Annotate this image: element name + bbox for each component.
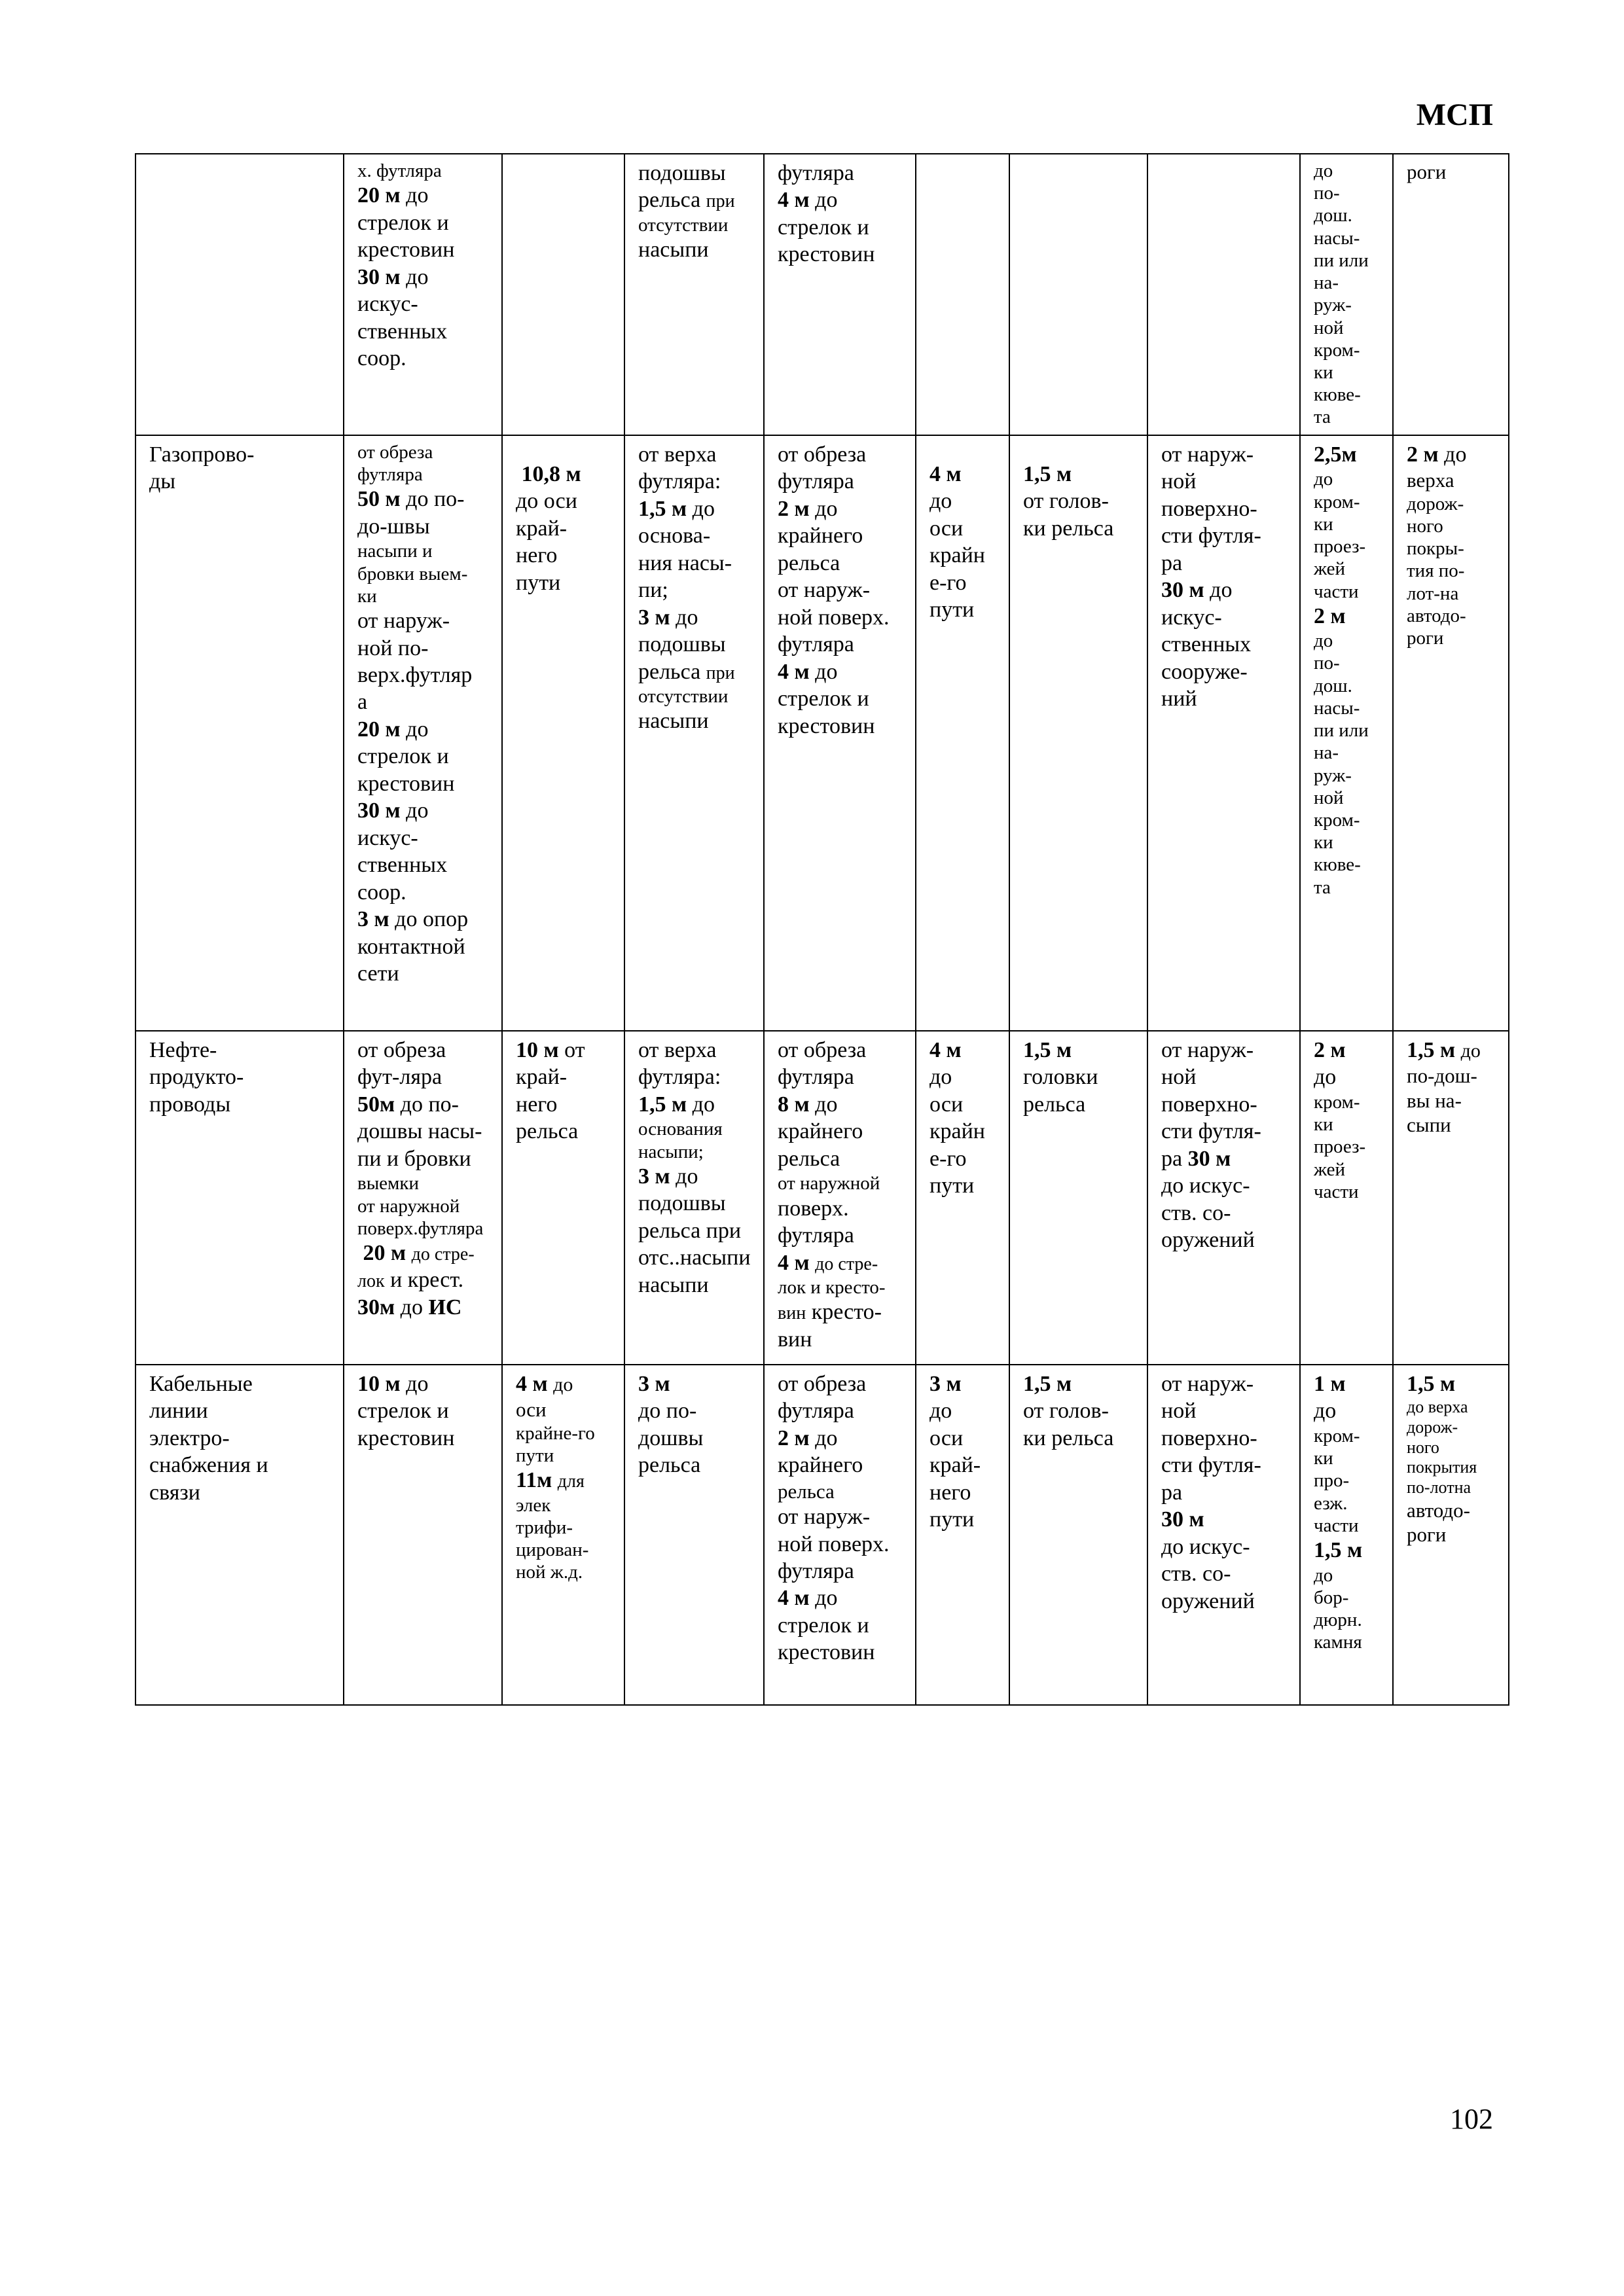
row-name-cell: Кабельные линии электро- снабжения и связи [135, 1365, 344, 1705]
table-cell: 4 м до оси крайн е-го пути [916, 435, 1009, 1031]
table-cell: от обреза фут-ляра 50м до по- дошвы насы- пи и бровки выемки от наружной поверх.футляра 20 м до стре- лок и крест. 30м до ИС [344, 1031, 502, 1365]
table-cell [1009, 154, 1147, 435]
distance-table [135, 153, 1509, 1706]
table-cell: 2,5м до кром- ки проез- жей части 2 м до по- дош. насы- пи или на- руж- ной кром- ки кюве- та [1300, 435, 1393, 1031]
row-name-cell [135, 154, 344, 435]
table-cell: 2 м до верха дорож- ного покры- тия по- лот-на автодо- роги [1393, 435, 1509, 1031]
table-cell: 3 м до по- дошвы рельса [624, 1365, 764, 1705]
table-cell [502, 154, 624, 435]
document-code: МСП [1416, 98, 1493, 132]
table-cell: от обреза футляра 2 м до крайнего рельса от наруж- ной поверх. футляра 4 м до стрелок и крестовин [764, 1365, 916, 1705]
table-cell: от обреза футляра 50 м до по- до-швы насыпи и бровки выем- ки от наруж- ной по- верх.футляр а 20 м до стрелок и крестовин 30 м до искус- ственных соор. 3 м до опор контактной сети [344, 435, 502, 1031]
table-cell: до по- дош. насы- пи или на- руж- ной кром- ки кюве- та [1300, 154, 1393, 435]
table-cell: футляра 4 м до стрелок и крестовин [764, 154, 916, 435]
table-cell: 1,5 м от голов- ки рельса [1009, 1365, 1147, 1705]
table-cell [1147, 154, 1300, 435]
table-cell: х. футляра 20 м до стрелок и крестовин 30 м до искус- ственных соор. [344, 154, 502, 435]
table-cell: 1,5 м головки рельса [1009, 1031, 1147, 1365]
table-cell: 4 м до оси крайн е-го пути [916, 1031, 1009, 1365]
table-cell: 2 м до кром- ки проез- жей части [1300, 1031, 1393, 1365]
table-cell: от верха футляра: 1,5 м до основания насыпи; 3 м до подошвы рельса при отс..насыпи насыпи [624, 1031, 764, 1365]
table-cell: роги [1393, 154, 1509, 435]
table-cell: 10 м от край- него рельса [502, 1031, 624, 1365]
table-row [135, 435, 1509, 1031]
table-cell: 1 м до кром- ки про- езж. части 1,5 м до бор- дюрн. камня [1300, 1365, 1393, 1705]
table-cell: 10 м до стрелок и крестовин [344, 1365, 502, 1705]
table-cell: подошвы рельса при отсутствии насыпи [624, 154, 764, 435]
table-row [135, 1365, 1509, 1705]
table-cell: 4 м до оси крайне-го пути 11м для элек трифи- цирован- ной ж.д. [502, 1365, 624, 1705]
table-cell: 10,8 м до оси край- него пути [502, 435, 624, 1031]
table-cell: от обреза футляра 2 м до крайнего рельса от наруж- ной поверх. футляра 4 м до стрелок и крестовин [764, 435, 916, 1031]
table-cell: от наруж- ной поверхно- сти футля- ра 30 м до искус- ств. со- оружений [1147, 1031, 1300, 1365]
row-name-cell: Нефте- продукто- проводы [135, 1031, 344, 1365]
table-cell: 3 м до оси край- него пути [916, 1365, 1009, 1705]
table-row [135, 1031, 1509, 1365]
table-cell: 1,5 м до верха дорож- ного покрытия по-лотна автодо- роги [1393, 1365, 1509, 1705]
table-cell: от наруж- ной поверхно- сти футля- ра 30 м до искус- ств. со- оружений [1147, 1365, 1300, 1705]
table-cell: от наруж- ной поверхно- сти футля- ра 30 м до искус- ственных сооруже- ний [1147, 435, 1300, 1031]
table-row [135, 154, 1509, 435]
table-cell: 1,5 м от голов- ки рельса [1009, 435, 1147, 1031]
table-cell: от верха футляра: 1,5 м до основа- ния насы- пи; 3 м до подошвы рельса при отсутствии насыпи [624, 435, 764, 1031]
table-cell [916, 154, 1009, 435]
page-number: 102 [1450, 2103, 1493, 2135]
table-cell: 1,5 м до по-дош- вы на- сыпи [1393, 1031, 1509, 1365]
row-name-cell: Газопрово- ды [135, 435, 344, 1031]
table-cell: от обреза футляра 8 м до крайнего рельса от наружной поверх. футляра 4 м до стре- лок и кресто- вин кресто- вин [764, 1031, 916, 1365]
